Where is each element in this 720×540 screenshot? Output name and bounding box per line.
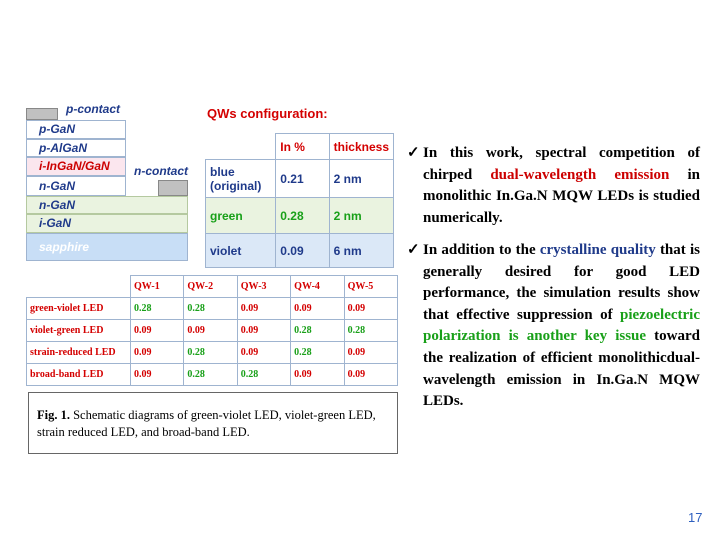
table-cell: 0.09 (291, 298, 344, 320)
table-cell: 0.28 (184, 342, 237, 364)
qw-config-header-row (206, 134, 394, 160)
row-label-violet-green: violet-green LED (27, 320, 131, 342)
qw-config-thickness-value: 2 nm (329, 198, 393, 234)
bullet-2 (404, 240, 700, 413)
qw-config-in-value: 0.21 (276, 160, 329, 198)
row-label-strain-reduced: strain-reduced LED (27, 342, 131, 364)
table-cell: 0.09 (291, 364, 344, 386)
figure-caption (28, 392, 398, 454)
qw-header-1: QW-1 (131, 276, 184, 298)
qw-blue-line1: blue (210, 164, 235, 179)
table-cell: 0.09 (131, 320, 184, 342)
qw-header-3: QW-3 (237, 276, 290, 298)
check-mark-icon: ✓ (407, 145, 420, 161)
row-label-green-violet: green-violet LED (27, 298, 131, 320)
qw-config-title: QWs configuration: (207, 106, 328, 121)
table-row (27, 364, 398, 386)
qw-config-row-label: violet (206, 234, 276, 268)
bullet-1-text: In this work, spectral competition of chirped dual-wavelength emission in monolithic In.Ga.N MQW LEDs is studied numerically. (423, 145, 700, 226)
table-row (27, 298, 398, 320)
qw-header-5: QW-5 (344, 276, 397, 298)
led-qw-table (26, 275, 398, 386)
layer-n-gan: n-GaN (26, 196, 188, 214)
qw-table-header-row (27, 276, 398, 298)
table-row (27, 342, 398, 364)
qw-config-row-violet (206, 234, 394, 268)
layer-p-algan: p-AlGaN (26, 139, 126, 157)
table-cell: 0.28 (184, 364, 237, 386)
n-contact-pad (158, 180, 188, 196)
qw-blue-line2: (original) (210, 178, 262, 193)
table-cell: 0.09 (131, 342, 184, 364)
qw-config-thickness-value: 2 nm (329, 160, 393, 198)
qw-config-row-label (206, 160, 276, 198)
table-cell: 0.28 (237, 364, 290, 386)
qw-header-4: QW-4 (291, 276, 344, 298)
bullet-1 (404, 143, 700, 229)
qw-config-header-in: In % (276, 134, 329, 160)
table-cell: 0.28 (184, 298, 237, 320)
table-cell: 0.09 (237, 320, 290, 342)
qw-config-header-thickness: thickness (329, 134, 393, 160)
caption-text: Schematic diagrams of green-violet LED, violet-green LED, strain reduced LED, and broad-band LED. (37, 408, 376, 439)
qw-config-thickness-value: 6 nm (329, 234, 393, 268)
p-contact-pad (26, 108, 58, 120)
qw-config-table (205, 133, 394, 268)
table-cell: 0.28 (291, 342, 344, 364)
table-row (27, 320, 398, 342)
table-cell: 0.09 (237, 342, 290, 364)
table-cell: 0.28 (131, 298, 184, 320)
table-cell: 0.28 (291, 320, 344, 342)
caption-prefix: Fig. 1. (37, 408, 70, 422)
table-cell: 0.09 (131, 364, 184, 386)
page-number: 17 (688, 510, 703, 525)
layer-p-gan: p-GaN (26, 120, 126, 139)
bullet-2-text: In addition to the crystalline quality that is generally desired for good LED performance, the simulation results show that effective suppression of piezoelectric polarization is another key issue toward the realization of efficient monolithicdual-wavelength emission in In.Ga.N MQW LEDs. (423, 242, 700, 410)
table-cell: 0.09 (184, 320, 237, 342)
table-cell: 0.09 (344, 298, 397, 320)
qw-config-row-label: green (206, 198, 276, 234)
layer-n-gan-upper: n-GaN (26, 176, 126, 196)
layer-i-ingan-gan: i-InGaN/GaN (26, 157, 126, 176)
table-cell: 0.28 (344, 320, 397, 342)
qw-config-row-green (206, 198, 394, 234)
qw-config-in-value: 0.28 (276, 198, 329, 234)
qw-config-row-blue (206, 160, 394, 198)
row-label-broad-band: broad-band LED (27, 364, 131, 386)
check-mark-icon: ✓ (407, 242, 420, 258)
layer-i-gan: i-GaN (26, 214, 188, 233)
table-cell: 0.09 (344, 342, 397, 364)
table-cell: 0.09 (344, 364, 397, 386)
qw-config-in-value: 0.09 (276, 234, 329, 268)
layer-sapphire: sapphire (26, 233, 188, 261)
n-contact-label: n-contact (134, 164, 188, 178)
p-contact-label: p-contact (66, 102, 120, 116)
qw-header-2: QW-2 (184, 276, 237, 298)
table-cell: 0.09 (237, 298, 290, 320)
